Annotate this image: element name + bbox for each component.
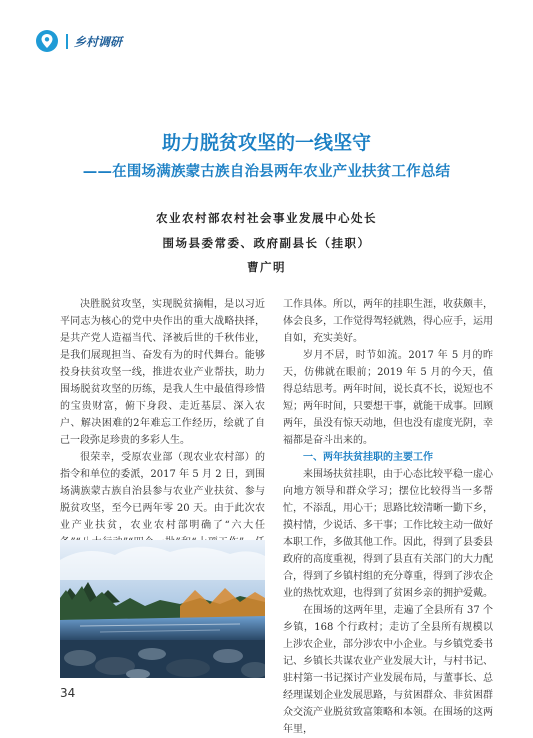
body-paragraph: 来围场扶贫挂职，由于心态比较平稳一虚心向地方领导和群众学习；摆位比较得当一多帮忙，不添乱，用心干；思路比较清晰一勤下乡，摸村情，少说话、多干事；工作比较主动一做好本职工作，多做其他工作。因此，得到了县委县政府的高度重视，得到了县直有关部门的大力配合，得到了乡镇村组的充分尊重，得到了涉农企业的热忱欢迎，也得到了贫困乡亲的拥护爱戴。 bbox=[283, 469, 493, 599]
body-paragraph: 很荣幸，受原农业部（现农业农村部）的指令和单位的委派，2017 年 5 月 2 日，到围场满族蒙古族自治县参与农业产业扶贫、参与脱贫攻坚，至今已两年零 20 天。由于此次农业产业扶贫，农业农村部明确了“六大任 bbox=[60, 452, 265, 531]
author-name: 曹广明 bbox=[247, 260, 286, 274]
section-header bbox=[36, 30, 506, 56]
section-label: 乡村调研 bbox=[74, 35, 123, 49]
right-column bbox=[283, 296, 493, 738]
landscape-photo bbox=[60, 540, 265, 678]
section-heading: 一、两年扶贫挂职的主要工作 bbox=[303, 452, 433, 463]
landscape-illustration bbox=[60, 540, 265, 678]
location-pin-icon bbox=[36, 30, 58, 52]
author-title-line-1: 农业农村部农村社会事业发展中心处长 bbox=[156, 211, 377, 225]
body-paragraph: 在围场的这两年里，走遍了全县所有 37 个乡镇，168 个行政村；走访了全县所有规模以上涉农企业，部分涉农中小企业。与乡镇党委书记、乡镇长共谋农业产业发展大计，与村书记、驻村第一书记探讨产业发展布局，与董事长、总经理谋划企业发展思路，与贫困群众、非贫困群众交流产业脱贫致富策略和本领。在围场的这两年里， bbox=[283, 605, 493, 735]
body-paragraph: 决胜脱贫攻坚，实现脱贫摘帽，是以习近平同志为核心的党中央作出的重大战略抉择，是共产党人造福当代、泽被后世的千秋伟业，是我们展现担当、奋发有为的时代舞台。能够投身扶贫攻坚一线，推进农业产业帮扶，助力围场脱贫攻坚的历练，是我人生中最值得珍惜的宝贵财富，俯下身段、走近基层、深入农户、解决困难的2年难忘工作经历，绘就了自己一段弥足珍贵的多彩人生。 bbox=[60, 299, 265, 446]
article-title: 助力脱贫攻坚的一线坚守 bbox=[161, 132, 371, 154]
page-number: 34 bbox=[60, 686, 76, 700]
author-title-line-2: 围场县委常委、政府副县长（挂职） bbox=[162, 236, 371, 250]
body-paragraph: 岁月不居，时节如流。2017 年 5 月的昨天，仿佛就在眼前；2019 年 5 月的今天，值得总结思考。两年时间，说长真不长，说短也不短；两年时间，只要想干事，就能干成事。回顾两年，虽没有惊天动地，但也没有虚度光阴，幸福都是奋斗出来的。 bbox=[283, 350, 493, 446]
header-divider bbox=[66, 34, 68, 49]
body-paragraph: 工作具体。所以，两年的挂职生涯，收获颇丰，体会良多，工作觉得驾轻就熟，得心应手，运用自如，充实美好。 bbox=[283, 299, 493, 344]
left-column bbox=[60, 296, 265, 568]
article-subtitle: ——在围场满族蒙古族自治县两年农业产业扶贫工作总结 bbox=[82, 164, 451, 180]
